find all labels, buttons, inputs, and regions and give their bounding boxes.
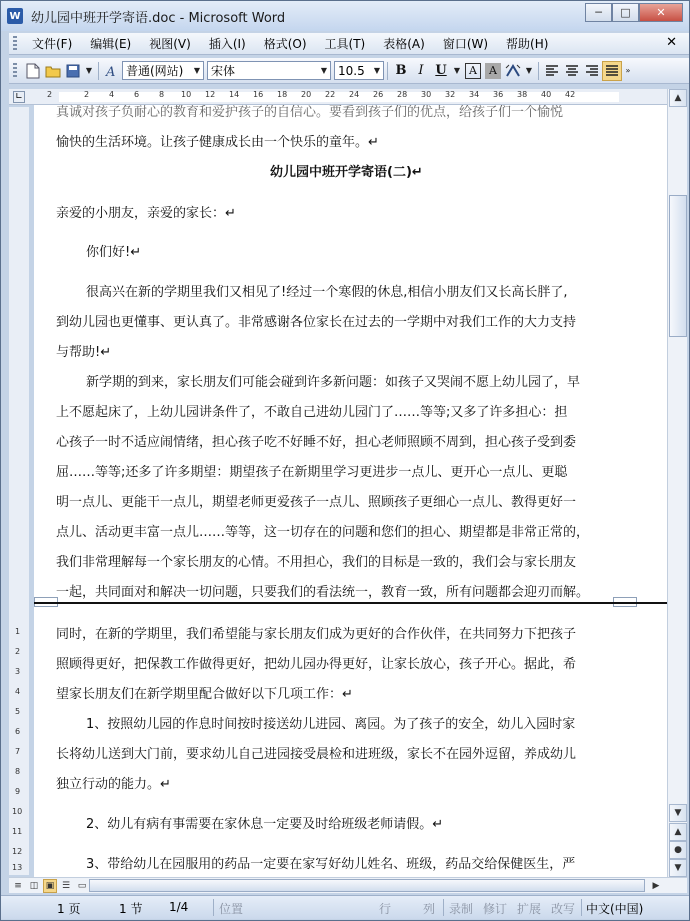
close-document-button[interactable]: ✕ — [666, 35, 677, 50]
doc-line: 照顾得更好，把保教工作做得更好，把幼儿园办得更好，让家长放心，孩子开心。据此，希 — [56, 657, 577, 672]
ruler-number: 26 — [373, 90, 384, 99]
justify-icon[interactable] — [602, 61, 622, 81]
ruler-number: 2 — [84, 90, 90, 99]
align-left-icon[interactable] — [542, 61, 562, 81]
scaling-dropdown-icon[interactable]: ▼ — [525, 66, 533, 75]
style-select[interactable] — [122, 61, 204, 80]
reading-view-icon[interactable]: ▭ — [77, 881, 87, 891]
vruler-number: 11 — [12, 827, 23, 836]
ruler-number: 2 — [47, 90, 53, 99]
save-icon[interactable] — [63, 61, 83, 81]
title-bar[interactable] — [1, 1, 689, 31]
align-right-icon[interactable] — [582, 61, 602, 81]
vruler-number: 7 — [15, 747, 21, 756]
menu-insert[interactable]: 插入(I) — [208, 37, 246, 51]
vruler-number: 6 — [15, 727, 21, 736]
toolbar-separator — [538, 62, 539, 80]
doc-line: 你们好!↵ — [86, 245, 142, 260]
menu-table[interactable]: 表格(A) — [383, 37, 425, 51]
toolbar-overflow-icon[interactable]: » — [625, 66, 631, 75]
page-break-line — [34, 602, 667, 604]
scroll-up-icon[interactable]: ▲ — [669, 89, 687, 107]
doc-line: 2、幼儿有病有事需要在家休息一定要及时给班级老师请假。↵ — [86, 817, 444, 832]
ruler-number: 36 — [493, 90, 504, 99]
vertical-scroll-thumb[interactable] — [669, 195, 687, 337]
ruler-number: 22 — [325, 90, 336, 99]
ruler-number: 14 — [229, 90, 240, 99]
bold-button[interactable]: B — [395, 63, 407, 78]
italic-button[interactable]: I — [418, 63, 424, 78]
menu-grip-icon[interactable] — [13, 36, 17, 52]
underline-button[interactable]: U — [435, 63, 447, 78]
character-scaling-icon[interactable] — [503, 61, 523, 81]
char-shading-button[interactable]: A — [485, 63, 501, 79]
vruler-number: 4 — [15, 687, 21, 696]
font-size-value: 10.5 — [338, 63, 365, 78]
char-border-button[interactable]: A — [465, 63, 481, 79]
browse-object-icon[interactable]: ● — [669, 841, 687, 859]
status-record[interactable]: 录制 — [449, 902, 474, 916]
menu-help[interactable]: 帮助(H) — [506, 37, 549, 51]
doc-line: 上不愿起床了，上幼儿园讲条件了，不敢自己进幼儿园门了……等等;又多了许多担心：担 — [56, 405, 568, 420]
doc-line: 与帮助!↵ — [56, 345, 112, 360]
doc-line: 长将幼儿送到大门前，要求幼儿自己进园接受晨检和进班级，家长不在园外逗留，养成幼儿 — [56, 747, 577, 762]
horizontal-scroll-thumb[interactable] — [89, 879, 645, 892]
toolbar-separator — [98, 62, 99, 80]
window-title: 幼儿园中班开学寄语.doc - Microsoft Word — [31, 10, 286, 26]
doc-line: 独立行动的能力。↵ — [56, 777, 171, 792]
ruler-number: 42 — [565, 90, 576, 99]
vruler-number: 2 — [15, 647, 21, 656]
status-overtype[interactable]: 改写 — [551, 902, 576, 916]
status-separator — [443, 899, 444, 916]
status-page-of: 1/4 — [169, 900, 189, 914]
doc-line: 点儿、活动更丰富一点儿……等等，这一切存在的问题和您们的担心、期望都是非常正常的， — [56, 525, 590, 540]
toolbar-grip-icon[interactable] — [13, 63, 17, 79]
menu-file[interactable]: 文件(F) — [32, 37, 73, 51]
ruler-number: 12 — [205, 90, 216, 99]
word-app-icon[interactable]: W — [7, 8, 23, 24]
menu-edit[interactable]: 编辑(E) — [90, 37, 132, 51]
styles-pane-icon[interactable] — [102, 61, 122, 81]
ruler-number: 10 — [181, 90, 192, 99]
document-page[interactable] — [34, 105, 667, 877]
ruler-number: 6 — [134, 90, 140, 99]
minimize-button[interactable]: ─ — [585, 3, 612, 22]
status-page: 1 页 — [57, 902, 81, 916]
status-bar — [1, 895, 689, 919]
doc-line: 亲爱的小朋友，亲爱的家长：↵ — [56, 206, 236, 221]
horizontal-ruler[interactable] — [9, 89, 667, 105]
ruler-number: 20 — [301, 90, 312, 99]
scroll-down-icon[interactable]: ▼ — [669, 804, 687, 822]
print-view-icon[interactable]: ▣ — [43, 879, 57, 893]
menu-bar — [9, 33, 689, 55]
normal-view-icon[interactable]: ≡ — [14, 881, 22, 891]
ruler-number: 28 — [397, 90, 408, 99]
font-size-select[interactable] — [334, 61, 384, 80]
status-position: 位置 — [219, 902, 244, 916]
toolbar-options-icon[interactable]: ▼ — [85, 66, 93, 75]
vruler-number: 8 — [15, 767, 21, 776]
document-heading: 幼儿园中班开学寄语(二)↵ — [270, 165, 423, 180]
vruler-number: 9 — [15, 787, 21, 796]
doc-line: 一起，共同面对和解决一切问题，只要我们的看法统一，教育一致，所有问题都会迎刃而解。 — [56, 585, 590, 600]
chevron-down-icon[interactable]: ▼ — [373, 66, 381, 75]
ruler-number: 30 — [421, 90, 432, 99]
ruler-number: 32 — [445, 90, 456, 99]
style-value: 普通(网站) — [126, 64, 184, 78]
doc-line: 很高兴在新的学期里我们又相见了!经过一个寒假的休息,相信小朋友们又长高长胖了, — [86, 285, 568, 300]
ruler-number: 34 — [469, 90, 480, 99]
align-center-icon[interactable] — [562, 61, 582, 81]
underline-dropdown-icon[interactable]: ▼ — [453, 66, 461, 75]
vruler-number: 12 — [12, 847, 23, 856]
vruler-number: 1 — [15, 627, 21, 636]
vruler-number: 3 — [15, 667, 21, 676]
menu-window[interactable]: 窗口(W) — [442, 37, 489, 51]
chevron-down-icon[interactable]: ▼ — [320, 66, 328, 75]
menu-view[interactable]: 视图(V) — [149, 37, 191, 51]
open-folder-icon[interactable] — [43, 61, 63, 81]
ruler-number: 24 — [349, 90, 360, 99]
vertical-ruler[interactable] — [9, 107, 29, 875]
toolbar-separator — [387, 62, 388, 80]
status-separator — [581, 899, 582, 916]
ruler-number: 18 — [277, 90, 288, 99]
horizontal-scrollbar-area — [9, 877, 687, 893]
doc-line: 心孩子一时不适应闹情绪，担心孩子吃不好睡不好，担心老师照顾不周到，担心孩子受到委 — [56, 435, 577, 450]
doc-line: 愉快的生活环境。让孩子健康成长由一个快乐的童年。↵ — [56, 135, 379, 150]
doc-line: 到幼儿园也更懂事、更认真了。非常感谢各位家长在过去的一学期中对我们工作的大力支持 — [56, 315, 577, 330]
ruler-text-area — [59, 92, 619, 102]
new-document-icon[interactable] — [23, 61, 43, 81]
doc-line: 真诚对孩子负耐心的教育和爱护孩子的自信心。要看到孩子们的优点，给孩子们一个愉悦 — [56, 105, 564, 120]
vruler-number: 10 — [12, 807, 23, 816]
vruler-number: 13 — [12, 863, 23, 872]
status-separator — [213, 899, 214, 916]
window-controls — [585, 3, 683, 22]
status-section: 1 节 — [119, 902, 143, 916]
ruler-number: 40 — [541, 90, 552, 99]
status-language[interactable]: 中文(中国) — [586, 902, 644, 916]
doc-line: 同时，在新的学期里，我们希望能与家长朋友们成为更好的合作伙伴，在共同努力下把孩子 — [56, 627, 577, 642]
outline-view-icon[interactable]: ☰ — [61, 881, 71, 891]
ruler-number: 38 — [517, 90, 528, 99]
status-line: 行 — [379, 902, 392, 916]
doc-line: 1、按照幼儿园的作息时间按时接送幼儿进园、离园。为了孩子的安全，幼儿入园时家 — [86, 717, 576, 732]
doc-line: 明一点儿、更能干一点儿，期望老师更爱孩子一点儿、照顾孩子更细心一点儿、教得更好一 — [56, 495, 577, 510]
menu-tools[interactable]: 工具(T) — [324, 37, 366, 51]
maximize-button[interactable]: □ — [612, 3, 639, 22]
next-page-icon[interactable]: ▼ — [669, 859, 687, 877]
doc-line: 新学期的到来，家长朋友们可能会碰到许多新问题：如孩子又哭闹不愿上幼儿园了，早 — [86, 375, 581, 390]
font-value: 宋体 — [211, 64, 236, 78]
ruler-number: 8 — [159, 90, 165, 99]
doc-line: 屈……等等;还多了许多期望：期望孩子在新期里学习更进步一点儿、更开心一点儿、更聪 — [56, 465, 568, 480]
formatting-toolbar — [9, 58, 689, 84]
scroll-right-icon[interactable]: ▶ — [652, 881, 660, 891]
chevron-down-icon[interactable]: ▼ — [193, 66, 201, 75]
tab-selector-icon[interactable]: ∟ — [13, 91, 25, 103]
vruler-number: 5 — [15, 707, 21, 716]
close-button[interactable]: ✕ — [639, 3, 683, 22]
previous-page-icon[interactable]: ▲ — [669, 823, 687, 841]
menu-format[interactable]: 格式(O) — [263, 37, 307, 51]
doc-line: 我们非常理解每一个家长朋友的心情。不用担心，我们的目标是一致的，我们会与家长朋友 — [56, 555, 577, 570]
ruler-number: 16 — [253, 90, 264, 99]
vertical-scrollbar[interactable] — [667, 89, 687, 877]
status-extend[interactable]: 扩展 — [517, 902, 542, 916]
web-view-icon[interactable]: ◫ — [29, 881, 39, 891]
font-select[interactable] — [207, 61, 331, 80]
svg-text:A: A — [106, 64, 116, 79]
status-column: 列 — [423, 902, 436, 916]
ruler-number: 4 — [109, 90, 115, 99]
status-track-changes[interactable]: 修订 — [483, 902, 508, 916]
doc-line: 望家长朋友们在新学期里配合做好以下几项工作：↵ — [56, 687, 353, 702]
doc-line: 3、带给幼儿在园服用的药品一定要在家写好幼儿姓名、班级，药品交给保健医生，严 — [86, 857, 576, 872]
